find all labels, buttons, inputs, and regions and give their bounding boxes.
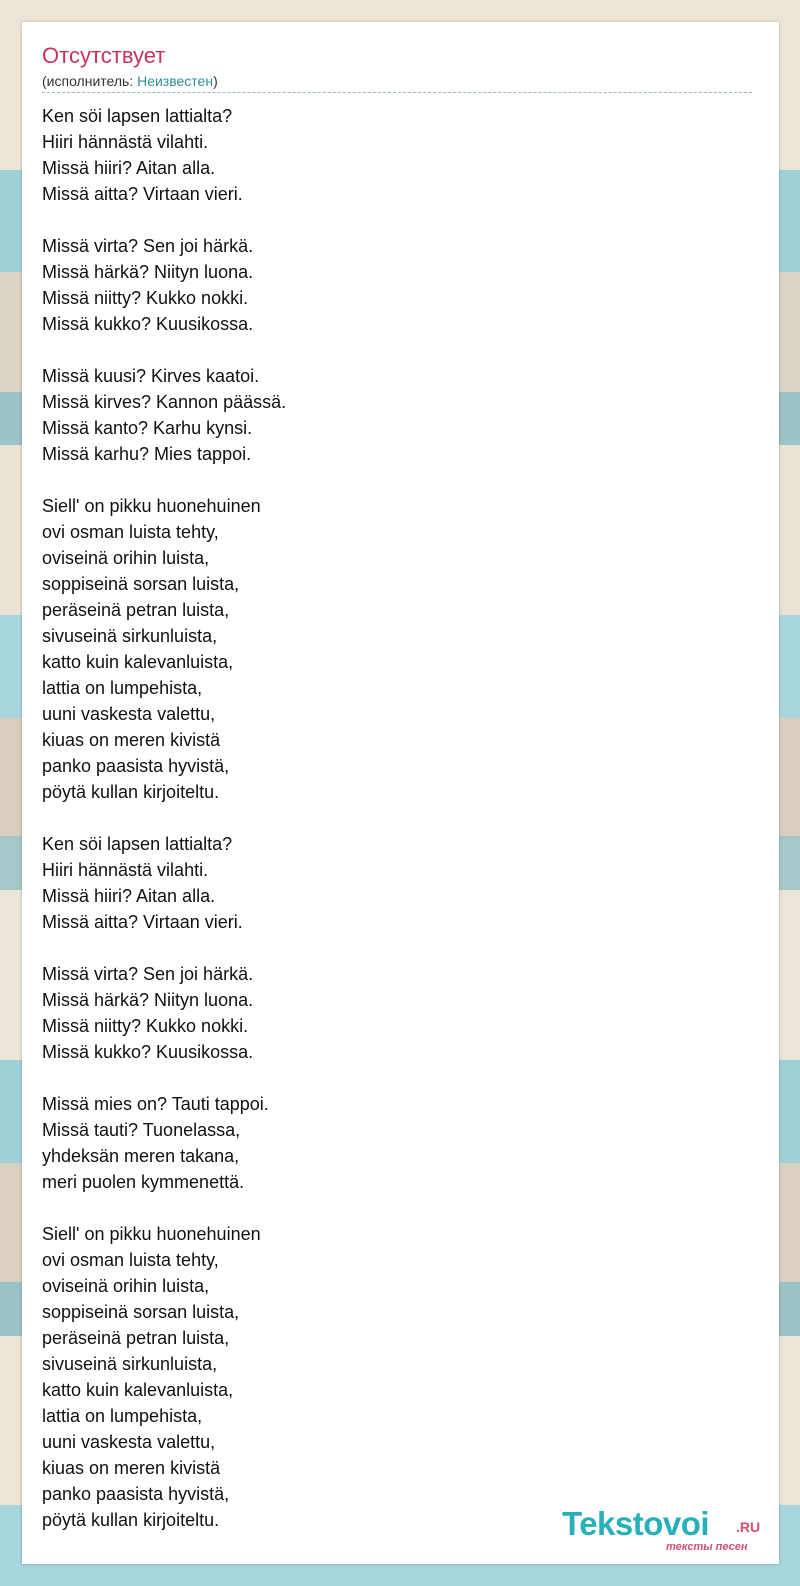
title-divider [42,92,752,93]
performer-suffix: ) [213,73,218,89]
performer-line [42,72,218,90]
lyrics-card [22,22,779,1564]
logo-tld: .RU [736,1519,761,1535]
site-logo[interactable] [562,1505,772,1555]
song-title: Отсутствует [42,43,166,68]
lyrics-text: Ken söi lapsen lattialta? Hiiri hännästä vilahti. Missä hiiri? Aitan alla. Missä aitta? Virtaan vieri. Missä virta? Sen joi härkä. Missä härkä? Niityn luona. Missä niitty? Kukko nokki. Missä kukko? Kuusikossa. Missä kuusi? Kirves kaatoi. Missä kirves? Kannon päässä. Missä kanto? Karhu kynsi. Missä karhu? Mies tappoi. Siell' on pikku huonehuinen ovi osman luista tehty, oviseinä orihin luista, soppiseinä sorsan luista, peräseinä petran luista, sivuseinä sirkunluista, katto kuin kalevanluista, lattia on lumpehista, uuni vaskesta valettu, kiuas on meren kivistä panko paasista hyvistä, pöytä kullan kirjoiteltu. Ken söi lapsen lattialta? Hiiri hännästä vilahti. Missä hiiri? Aitan alla. Missä aitta? Virtaan vieri. Missä virta? Sen joi härkä. Missä härkä? Niityn luona. Missä niitty? Kukko nokki. Missä kukko? Kuusikossa. Missä mies on? Tauti tappoi. Missä tauti? Tuonelassa, yhdeksän meren takana, meri puolen kymmenettä. Siell' on pikku huonehuinen ovi osman luista tehty, oviseinä orihin luista, soppiseinä sorsan luista, peräseinä petran luista, sivuseinä sirkunluista, katto kuin kalevanluista, lattia on lumpehista, uuni vaskesta valettu, kiuas on meren kivistä panko paasista hyvistä, pöytä kullan kirjoiteltu. [42,106,287,1530]
performer-prefix: (исполнитель: [42,73,138,89]
performer-link[interactable]: Неизвестен [137,73,214,89]
logo-tagline: тексты песен [666,1541,748,1553]
logo-name: Tekstovoi [562,1505,710,1542]
